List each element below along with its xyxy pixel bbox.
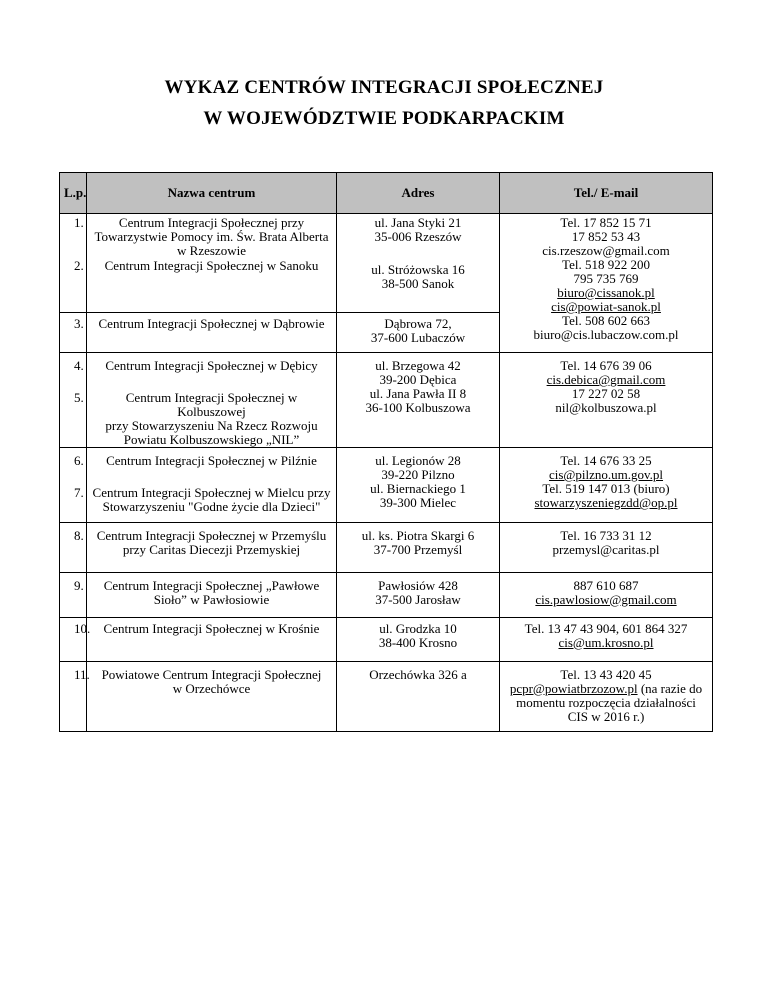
name-line: Centrum Integracji Społecznej w Mielcu przy (92, 485, 331, 500)
name-line: w Orzechówce (172, 680, 251, 696)
row-name (87, 448, 337, 483)
name-line: przy Stowarzyszeniu Na Rzecz Rozwoju (105, 418, 318, 433)
row-contact (500, 522, 713, 572)
name-line: przy Caritas Diecezji Przemyskiej (122, 541, 301, 557)
table-row (60, 448, 713, 483)
address-line: ul. Biernackiego 1 (370, 481, 466, 496)
address-line: 37-500 Jarosław (375, 591, 461, 607)
address-line: ul. Grodzka 10 (379, 620, 457, 636)
contact-line: CIS w 2016 r.) (567, 708, 645, 724)
row-lp: 2. (60, 259, 87, 313)
row-name (87, 313, 337, 353)
document-title-line1: WYKAZ CENTRÓW INTEGRACJI SPOŁECZNEJ (164, 77, 604, 98)
row-address (337, 214, 500, 259)
contact-line: Tel. 17 852 15 71 (560, 215, 652, 230)
header-contact: Tel./ E-mail (500, 173, 713, 214)
address-line: 39-300 Mielec (379, 495, 457, 510)
row-address (337, 522, 500, 572)
row-name (87, 482, 337, 522)
row-name (87, 661, 337, 731)
name-line: Centrum Integracji Społecznej w Dąbrowie (98, 316, 325, 331)
name-line: Centrum Integracji Społecznej przy (118, 215, 305, 230)
email-link[interactable]: cis.pawlosiow@gmail.com (535, 591, 677, 607)
name-line: Centrum Integracji Społecznej w Pilźnie (106, 453, 317, 468)
address-line: 38-500 Sanok (381, 275, 455, 291)
name-line: Centrum Integracji Społecznej w Dębicy (105, 358, 318, 373)
contact-line: Tel. 518 922 200 (562, 257, 650, 272)
row-address (337, 259, 500, 313)
row-address (337, 572, 500, 617)
row-contact (500, 572, 713, 617)
cis-table (59, 172, 713, 732)
name-line: Sioło” w Pawłosiowie (153, 591, 270, 607)
address-line: ul. Jana Pawła II 8 (369, 386, 467, 401)
row-lp: 3. (60, 313, 87, 353)
name-line: Centrum Integracji Społecznej w Przemyślu (96, 527, 327, 543)
name-line: Centrum Integracji Społecznej w Sanoku (104, 257, 319, 273)
document-title-line2: W WOJEWÓDZTWIE PODKARPACKIM (203, 108, 565, 129)
address-line: Pawłosiów 428 (378, 577, 458, 593)
row-contact (500, 617, 713, 661)
row-address (337, 617, 500, 661)
address-line: 39-220 Pilzno (381, 467, 455, 482)
row-contact (500, 448, 713, 523)
contact-line: przemysl@caritas.pl (552, 541, 660, 557)
table-row (60, 661, 713, 731)
row-address (337, 313, 500, 353)
address-line: ul. ks. Piotra Skargi 6 (361, 527, 475, 543)
table-row (60, 353, 713, 388)
contact-note: (na razie do (637, 680, 703, 696)
row-lp: 10. (60, 617, 87, 661)
table-row (60, 617, 713, 661)
email-link[interactable]: pcpr@powiatbrzozow.pl (509, 680, 638, 696)
row-name (87, 387, 337, 448)
row-lp: 7. (60, 482, 87, 522)
name-line: Towarzystwie Pomocy im. Św. Brata Alberta (94, 229, 329, 244)
row-lp: 1. (60, 214, 87, 259)
contact-line: 795 735 769 (573, 271, 639, 286)
contact-line: momentu rozpoczęcia działalności (516, 694, 696, 710)
contact-line: 17 227 02 58 (571, 386, 641, 401)
row-lp: 4. (60, 353, 87, 388)
contact-line: Tel. 14 676 33 25 (560, 453, 652, 468)
email-link[interactable]: stowarzyszeniegzdd@op.pl (534, 495, 678, 510)
name-line: Centrum Integracji Społecznej w Kolbuszowej (125, 390, 298, 419)
contact-line: Tel. 16 733 31 12 (560, 527, 652, 543)
row-lp: 9. (60, 572, 87, 617)
row-name (87, 259, 337, 313)
header-address: Adres (337, 173, 500, 214)
address-line: 35-006 Rzeszów (374, 229, 462, 244)
address-line: ul. Stróżowska 16 (371, 261, 465, 277)
email-link[interactable]: cis@pilzno.um.gov.pl (548, 467, 664, 482)
row-name (87, 617, 337, 661)
address-line: Orzechówka 326 a (369, 666, 467, 682)
address-line: ul. Brzegowa 42 (375, 358, 461, 373)
row-address (337, 448, 500, 483)
contact-line: Tel. 519 147 013 (biuro) (542, 481, 670, 496)
row-lp: 6. (60, 448, 87, 483)
row-address (337, 482, 500, 522)
address-line: 37-700 Przemyśl (373, 541, 463, 557)
contact-line: cis.rzeszow@gmail.com (542, 243, 670, 258)
table-row (60, 214, 713, 259)
contact-line: 887 610 687 (573, 577, 639, 593)
row-name (87, 214, 337, 259)
header-name: Nazwa centrum (87, 173, 337, 214)
row-contact (500, 353, 713, 448)
name-line: Centrum Integracji Społecznej „Pawłowe (103, 577, 320, 593)
row-contact (500, 214, 713, 353)
row-address (337, 661, 500, 731)
name-line: Powiatu Kolbuszowskiego „NIL” (123, 432, 300, 447)
row-address (337, 353, 500, 388)
email-link[interactable]: biuro@cissanok.pl (557, 285, 655, 300)
name-line: Stowarzyszeniu "Godne życie dla Dzieci" (102, 499, 321, 514)
email-link[interactable]: cis.debica@gmail.com (546, 372, 666, 387)
address-line: ul. Legionów 28 (375, 453, 461, 468)
email-link[interactable]: cis@um.krosno.pl (558, 634, 654, 650)
address-line: ul. Jana Styki 21 (374, 215, 462, 230)
contact-line: Tel. 508 602 663 (562, 313, 650, 328)
contact-line: biuro@cis.lubaczow.com.pl (533, 327, 679, 342)
row-address (337, 387, 500, 448)
header-lp: L.p. (60, 173, 87, 214)
contact-line: Tel. 13 47 43 904, 601 864 327 (524, 620, 688, 636)
address-line: 38-400 Krosno (378, 634, 458, 650)
contact-line: Tel. 13 43 420 45 (560, 666, 652, 682)
row-name (87, 522, 337, 572)
row-lp: 11. (60, 661, 87, 731)
address-line: 37-600 Lubaczów (370, 330, 466, 345)
address-line: 39-200 Dębica (379, 372, 457, 387)
row-contact (500, 661, 713, 731)
address-line: Dąbrowa 72, (384, 316, 452, 331)
table-row (60, 522, 713, 572)
table-row (60, 572, 713, 617)
contact-line: 17 852 53 43 (571, 229, 641, 244)
name-line: w Rzeszowie (177, 243, 246, 258)
contact-line: nil@kolbuszowa.pl (555, 400, 657, 415)
row-name (87, 353, 337, 388)
table-header-row (60, 173, 713, 214)
row-lp: 8. (60, 522, 87, 572)
address-line: 36-100 Kolbuszowa (365, 400, 471, 415)
name-line: Centrum Integracji Społecznej w Krośnie (103, 620, 320, 636)
email-link[interactable]: cis@powiat-sanok.pl (551, 299, 661, 314)
contact-line (504, 682, 708, 696)
name-line: Powiatowe Centrum Integracji Społecznej (101, 666, 322, 682)
row-name (87, 572, 337, 617)
row-lp: 5. (60, 387, 87, 448)
contact-line: Tel. 14 676 39 06 (560, 358, 652, 373)
